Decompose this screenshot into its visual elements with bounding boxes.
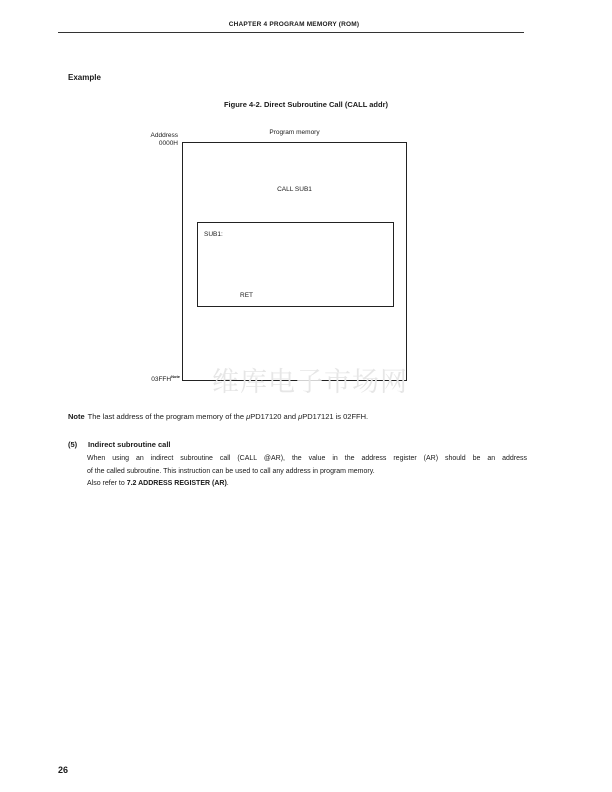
note-mu-2: μ <box>298 412 303 421</box>
note-text-1: The last address of the program memory of the <box>87 412 247 421</box>
body-line-3 <box>87 478 527 491</box>
program-memory-label: Program memory <box>269 129 320 136</box>
call-instruction: CALL SUB1 <box>277 186 312 193</box>
subroutine-box <box>197 222 394 307</box>
section-body <box>87 453 527 491</box>
section-number: (5) <box>68 440 78 449</box>
note-text-3: PD17121 is 02FFH. <box>302 412 369 421</box>
cross-reference: 7.2 ADDRESS REGISTER (AR) <box>126 480 227 487</box>
start-address: 0000H <box>158 140 178 147</box>
ret-instruction: RET <box>240 292 253 299</box>
header-rule <box>58 32 524 33</box>
page-number: 26 <box>58 765 69 775</box>
chapter-header: CHAPTER 4 PROGRAM MEMORY (ROM) <box>228 21 360 28</box>
section-title: Indirect subroutine call <box>88 440 171 449</box>
subroutine-label: SUB1: <box>204 231 223 238</box>
end-address: 03FFH <box>151 376 172 383</box>
body-line-3-prefix: Also refer to <box>87 480 127 487</box>
body-line-2: of the called subroutine. This instruction can be used to call any address in program memory. <box>87 467 375 475</box>
end-address-block <box>130 374 180 383</box>
note-paragraph <box>68 412 368 421</box>
address-label: Adddress <box>150 132 178 139</box>
note-mu-1: μ <box>246 412 251 421</box>
example-label: Example <box>68 73 101 82</box>
watermark: 维库电子市场网 <box>212 367 408 398</box>
end-address-note-marker: Note <box>171 374 180 379</box>
body-line-3-suffix: . <box>226 480 229 487</box>
section-heading <box>68 440 171 449</box>
note-text-2: PD17120 and <box>250 412 299 421</box>
figure-title: Figure 4-2. Direct Subroutine Call (CALL addr) <box>223 100 389 109</box>
body-line-1: When using an indirect subroutine call (CALL @AR), the value in the address register (AR) should be an address <box>87 455 527 462</box>
note-label: Note <box>68 412 85 421</box>
address-label-block <box>130 132 178 148</box>
